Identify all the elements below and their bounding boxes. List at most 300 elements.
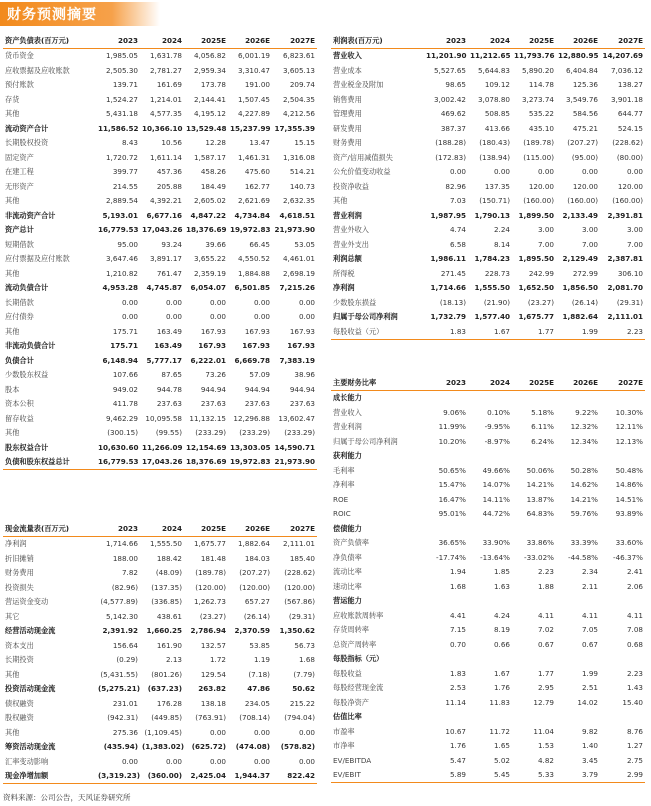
cell-value: 475.60: [244, 167, 270, 177]
cell-value: 271.45: [440, 268, 466, 278]
cell-value: 0.00: [298, 312, 315, 322]
cell-value: 175.71: [110, 341, 138, 351]
cell-value: 93.89%: [615, 509, 643, 519]
cell-value: 5,527.65: [433, 65, 466, 75]
row-label: 债权融资: [5, 698, 34, 708]
cell-value: 33.60%: [615, 538, 643, 548]
cell-value: (228.62): [284, 568, 315, 578]
cell-value: 14.51%: [615, 494, 643, 504]
cell-value: (763.91): [195, 713, 226, 723]
cell-value: 2.95: [537, 683, 554, 693]
cell-value: 0.00: [298, 297, 315, 307]
row-label: 每股指标（元）: [333, 654, 384, 664]
table-row: [331, 579, 645, 594]
cell-value: 3,655.22: [193, 254, 226, 264]
row-label: 股东权益合计: [5, 442, 49, 452]
table-row: [3, 223, 317, 238]
cell-value: 3.79: [556, 768, 600, 783]
cell-value: 5,890.20: [521, 65, 554, 75]
cell-value: 2,632.35: [282, 196, 315, 206]
row-label: 营业收入: [333, 407, 362, 417]
cell-value: 1,660.25: [146, 626, 182, 636]
cell-value: -44.58%: [568, 552, 598, 562]
cell-value: 184.49: [200, 181, 226, 191]
cell-value: 163.49: [154, 341, 182, 351]
cell-value: 7.82: [121, 568, 138, 578]
cell-value: 188.00: [112, 553, 138, 563]
table-row: [3, 121, 317, 136]
cell-value: 387.37: [440, 123, 466, 133]
cell-value: 2,786.94: [190, 626, 226, 636]
cell-value: 5,431.18: [105, 109, 138, 119]
cell-value: 107.66: [112, 370, 138, 380]
cell-value: 47.86: [247, 684, 270, 694]
cell-value: [468, 710, 512, 725]
cell-value: 18,376.69: [186, 225, 227, 235]
cell-value: 0.70: [449, 639, 466, 649]
cell-value: 0.00: [298, 727, 315, 737]
cell-value: 535.22: [528, 109, 554, 119]
cell-value: 33.39%: [570, 538, 598, 548]
cell-value: 2,387.81: [607, 254, 643, 264]
cell-value: 95.00: [117, 239, 138, 249]
year-header: 2025E: [512, 33, 556, 48]
row-label: 投资活动现金流: [5, 684, 56, 694]
cell-value: 0.00: [165, 756, 182, 766]
cell-value: 3.00: [537, 225, 554, 235]
row-label: 研发费用: [333, 123, 362, 133]
table-row: [331, 608, 645, 623]
cell-value: 0.00: [298, 756, 315, 766]
cell-value: 120.00: [572, 181, 598, 191]
cell-value: 12.34%: [570, 436, 598, 446]
cell-value: 2.75: [626, 755, 643, 765]
cell-value: 21,973.90: [272, 455, 317, 470]
cell-value: 3,002.42: [433, 94, 466, 104]
cell-value: (578.82): [280, 742, 315, 752]
cell-value: 3.00: [626, 225, 643, 235]
cell-value: 1,461.31: [237, 152, 270, 162]
cell-value: 1,986.11: [430, 254, 466, 264]
cell-value: -17.74%: [436, 552, 466, 562]
cell-value: 2,698.19: [282, 268, 315, 278]
cell-value: [424, 521, 468, 536]
cell-value: (942.31): [107, 713, 138, 723]
row-label: 负债合计: [5, 355, 34, 365]
cell-value: 120.00: [617, 181, 643, 191]
cell-value: 1.76: [493, 683, 510, 693]
row-label: 所得税: [333, 268, 355, 278]
cell-value: 50.65%: [438, 465, 466, 475]
cell-value: [468, 652, 512, 667]
cell-value: 4,847.22: [190, 210, 226, 220]
cell-value: 13,529.48: [186, 123, 227, 133]
cell-value: 1,210.82: [105, 268, 138, 278]
row-label: 应付票据及应付账款: [5, 254, 70, 264]
cell-value: 14.21%: [570, 494, 598, 504]
row-label: 应付债券: [5, 312, 34, 322]
cell-value: [600, 449, 645, 464]
cell-value: 0.00: [253, 727, 270, 737]
cell-value: 0.00: [209, 297, 226, 307]
cell-value: 161.69: [156, 80, 182, 90]
cell-value: 1,555.50: [474, 283, 510, 293]
table-row: [331, 449, 645, 464]
table-row: [331, 463, 645, 478]
cell-value: 0.66: [493, 639, 510, 649]
row-label: 利润总额: [333, 254, 362, 264]
table-header-row: [3, 521, 317, 536]
cell-value: [512, 652, 556, 667]
cell-value: [512, 449, 556, 464]
cell-value: 1,720.72: [105, 152, 138, 162]
cell-value: 5.47: [449, 755, 466, 765]
cell-value: 14.07%: [482, 480, 510, 490]
row-label: 应收账款周转率: [333, 610, 384, 620]
year-header: 2024: [140, 521, 184, 536]
table-row: [331, 208, 645, 223]
table-row: [331, 92, 645, 107]
cell-value: 7.00: [581, 239, 598, 249]
cell-value: [424, 710, 468, 725]
cell-value: 475.21: [572, 123, 598, 133]
cell-value: [556, 449, 600, 464]
table-row: [3, 165, 317, 180]
table-header-row: [3, 33, 317, 48]
cell-value: 5,142.30: [105, 611, 138, 621]
cell-value: 2,781.27: [149, 65, 182, 75]
cell-value: 1.67: [468, 324, 512, 339]
cell-value: (138.94): [479, 152, 510, 162]
cell-value: 514.21: [289, 167, 315, 177]
cell-value: 7,383.19: [279, 355, 315, 365]
cell-value: 0.00: [121, 756, 138, 766]
table-row: [3, 295, 317, 310]
cell-value: (23.27): [527, 297, 554, 307]
cell-value: 12.13%: [615, 436, 643, 446]
table-row: [331, 223, 645, 238]
cell-value: 237.63: [200, 399, 226, 409]
cell-value: 1.94: [449, 567, 466, 577]
table-row: [3, 339, 317, 354]
table-row: [3, 711, 317, 726]
cell-value: 16.47%: [438, 494, 466, 504]
table-row: [331, 405, 645, 420]
row-label: 股本: [5, 384, 20, 394]
row-label: 流动负债合计: [5, 283, 49, 293]
cell-value: (567.86): [284, 597, 315, 607]
table-row: [3, 595, 317, 610]
cell-value: 14.86%: [615, 480, 643, 490]
cell-value: 2,505.30: [105, 65, 138, 75]
cell-value: 2,111.01: [282, 539, 315, 549]
cell-value: (300.15): [107, 428, 138, 438]
row-label: 其他: [5, 109, 20, 119]
cell-value: 2,605.02: [193, 196, 226, 206]
cell-value: 184.03: [244, 553, 270, 563]
cell-value: 2.34: [581, 567, 598, 577]
cell-value: -9.95%: [484, 422, 510, 432]
cell-value: 2.23: [537, 567, 554, 577]
row-label: 非流动资产合计: [5, 210, 56, 220]
cell-value: 438.61: [156, 611, 182, 621]
cell-value: 17,043.26: [140, 455, 184, 470]
cell-value: 1.99: [556, 324, 600, 339]
row-label: 长期借款: [5, 297, 34, 307]
row-label: 投资损失: [5, 582, 34, 592]
cell-value: 1.68: [298, 655, 315, 665]
cell-value: [556, 594, 600, 609]
cell-value: 163.49: [156, 326, 182, 336]
cell-value: 1.77: [512, 324, 556, 339]
cell-value: 3,647.46: [105, 254, 138, 264]
row-label: 资本公积: [5, 399, 34, 409]
cell-value: 242.99: [528, 268, 554, 278]
cell-value: (80.00): [616, 152, 643, 162]
cell-value: 185.40: [289, 553, 315, 563]
cell-value: 2.06: [626, 581, 643, 591]
table-row: [3, 682, 317, 697]
cell-value: 457.36: [156, 167, 182, 177]
cell-value: 4,577.35: [149, 109, 182, 119]
table-row: [331, 78, 645, 93]
cell-value: 399.77: [112, 167, 138, 177]
cell-value: 4,227.89: [237, 109, 270, 119]
cell-value: 14.11%: [482, 494, 510, 504]
table-row: [331, 710, 645, 725]
table-row: [3, 536, 317, 551]
cell-value: (188.28): [435, 138, 466, 148]
cell-value: 10,630.60: [98, 442, 139, 452]
cell-value: 1.88: [537, 581, 554, 591]
cell-value: 11,201.90: [426, 51, 467, 61]
cell-value: 1,899.50: [518, 210, 554, 220]
cell-value: 5.89: [424, 768, 468, 783]
cell-value: (95.00): [571, 152, 598, 162]
table-row: [331, 695, 645, 710]
row-label: 净利率: [333, 480, 355, 490]
cell-value: 5,193.01: [102, 210, 138, 220]
row-label: 长期股权投资: [5, 138, 49, 148]
cell-value: 1.67: [493, 668, 510, 678]
table-header-row: [331, 375, 645, 390]
cell-value: (99.55): [155, 428, 182, 438]
cell-value: 231.01: [112, 698, 138, 708]
cell-value: 11.99%: [438, 422, 466, 432]
cell-value: 2.53: [449, 683, 466, 693]
row-label: 短期借款: [5, 239, 34, 249]
table-row: [331, 390, 645, 405]
year-header: 2026E: [228, 521, 272, 536]
cell-value: 10.67: [445, 726, 466, 736]
cell-value: 4.24: [493, 610, 510, 620]
cell-value: 1.63: [493, 581, 510, 591]
cell-value: 10.20%: [438, 436, 466, 446]
cell-value: 38.96: [294, 370, 315, 380]
cell-value: 7.05: [581, 625, 598, 635]
row-label: 留存收益: [5, 413, 34, 423]
table-row: [3, 179, 317, 194]
cell-value: 10.56: [161, 138, 182, 148]
row-label: 长期投资: [5, 655, 34, 665]
cell-value: 13.47: [249, 138, 270, 148]
cell-value: 10,095.58: [145, 413, 182, 423]
cell-value: 1,882.64: [237, 539, 270, 549]
table-row: [3, 48, 317, 63]
year-header: 2027E: [272, 521, 317, 536]
cell-value: 4,550.52: [237, 254, 270, 264]
row-label: 每股经营现金流: [333, 683, 384, 693]
cell-value: 98.65: [445, 80, 466, 90]
cell-value: 4,212.56: [282, 109, 315, 119]
cell-value: 12.28: [205, 138, 226, 148]
cell-value: 205.88: [156, 181, 182, 191]
cell-value: 0.00: [581, 167, 598, 177]
cell-value: 0.00: [537, 167, 554, 177]
cell-value: 4,195.12: [193, 109, 226, 119]
cell-value: 132.57: [200, 640, 226, 650]
row-label: EV/EBIT: [331, 768, 424, 783]
table-row: [331, 150, 645, 165]
cell-value: 175.71: [112, 326, 138, 336]
cell-value: 6,222.01: [190, 355, 226, 365]
row-label: 资产/信用减值损失: [333, 152, 393, 162]
cell-value: 5.45: [468, 768, 512, 783]
cell-value: 2,959.34: [193, 65, 226, 75]
cell-value: 1,214.01: [149, 94, 182, 104]
cell-value: 33.90%: [482, 538, 510, 548]
cell-value: 2,081.70: [607, 283, 643, 293]
cell-value: 1,856.50: [562, 283, 598, 293]
row-label: 其他: [5, 326, 20, 336]
cell-value: 1.77: [537, 668, 554, 678]
cell-value: 12,154.69: [186, 442, 227, 452]
cell-value: (120.00): [239, 582, 270, 592]
cell-value: 3,078.80: [477, 94, 510, 104]
cell-value: 1,262.73: [193, 597, 226, 607]
row-label: 其他: [5, 428, 20, 438]
cell-value: (228.62): [612, 138, 643, 148]
cell-value: (137.35): [151, 582, 182, 592]
financial-ratios-table: [331, 375, 645, 783]
cell-value: 167.93: [200, 326, 226, 336]
table-row: [331, 652, 645, 667]
cell-value: (29.31): [288, 611, 315, 621]
cell-value: 3,891.17: [149, 254, 182, 264]
cell-value: 0.00: [209, 312, 226, 322]
cell-value: 6,677.16: [146, 210, 182, 220]
cell-value: 17,043.26: [142, 225, 183, 235]
cell-value: [556, 390, 600, 405]
cell-value: (180.43): [479, 138, 510, 148]
year-header: 2023: [424, 375, 468, 390]
cell-value: 0.00: [121, 312, 138, 322]
cell-value: 4,618.51: [279, 210, 315, 220]
cell-value: 167.93: [289, 326, 315, 336]
cell-value: 15.15: [294, 138, 315, 148]
row-label: 固定资产: [5, 152, 34, 162]
year-header: 2025E: [512, 375, 556, 390]
cell-value: 1,611.14: [149, 152, 182, 162]
cell-value: 93.24: [161, 239, 182, 249]
table-row: [3, 324, 317, 339]
cell-value: [600, 594, 645, 609]
cell-value: 2,133.49: [562, 210, 598, 220]
cash-flow-table: [3, 521, 317, 784]
cell-value: 524.15: [617, 123, 643, 133]
cell-value: 2,144.41: [193, 94, 226, 104]
table-row: [331, 136, 645, 151]
cell-value: (1,383.02): [142, 742, 184, 752]
cell-value: 6,669.78: [234, 355, 270, 365]
cell-value: 53.05: [294, 239, 315, 249]
cell-value: 1,987.95: [430, 210, 466, 220]
cell-value: [600, 710, 645, 725]
row-label: 营运能力: [333, 596, 362, 606]
row-label: 少数股东损益: [333, 297, 377, 307]
cell-value: 1,884.88: [237, 268, 270, 278]
cell-value: 1,587.17: [193, 152, 226, 162]
cell-value: 5.02: [493, 755, 510, 765]
cell-value: 7,036.12: [610, 65, 643, 75]
cell-value: 3,549.76: [565, 94, 598, 104]
cell-value: 237.63: [244, 399, 270, 409]
table-row: [3, 310, 317, 325]
cell-value: 1.85: [493, 567, 510, 577]
cell-value: [512, 521, 556, 536]
cell-value: 50.48%: [615, 465, 643, 475]
row-label: 无形资产: [5, 181, 34, 191]
cell-value: (3,319.23): [96, 769, 140, 784]
row-label: 流动资产合计: [5, 123, 49, 133]
cell-value: 1,675.77: [193, 539, 226, 549]
page-title: 财务预测摘要: [7, 7, 97, 23]
cell-value: 1,675.77: [518, 312, 554, 322]
cell-value: 1,577.40: [474, 312, 510, 322]
cell-value: (449.85): [151, 713, 182, 723]
row-label: 非流动负债合计: [5, 341, 56, 351]
cell-value: 1.76: [449, 741, 466, 751]
cell-value: [556, 652, 600, 667]
cell-value: [468, 390, 512, 405]
cell-value: 0.00: [253, 312, 270, 322]
table-row: [3, 63, 317, 78]
cell-value: 1,631.78: [149, 51, 182, 61]
cell-value: 2.24: [493, 225, 510, 235]
cell-value: 0.00: [493, 167, 510, 177]
cell-value: 12,880.95: [558, 51, 599, 61]
cell-value: (233.29): [239, 428, 270, 438]
cell-value: 949.02: [112, 384, 138, 394]
row-label: 资本支出: [5, 640, 34, 650]
cell-value: 59.76%: [570, 509, 598, 519]
cell-value: -13.64%: [480, 552, 510, 562]
cell-value: 39.66: [205, 239, 226, 249]
cell-value: 191.00: [244, 80, 270, 90]
cell-value: 176.28: [156, 698, 182, 708]
cell-value: [556, 710, 600, 725]
cell-value: 6,001.19: [237, 51, 270, 61]
cell-value: 4,734.84: [234, 210, 270, 220]
row-label: 公允价值变动收益: [333, 167, 391, 177]
cell-value: 12,296.88: [233, 413, 270, 423]
cell-value: 272.99: [572, 268, 598, 278]
row-label: 少数股东权益: [5, 370, 49, 380]
year-header: 2026E: [556, 33, 600, 48]
cell-value: (708.14): [239, 713, 270, 723]
cell-value: 2,129.49: [562, 254, 598, 264]
table-row: [331, 753, 645, 768]
